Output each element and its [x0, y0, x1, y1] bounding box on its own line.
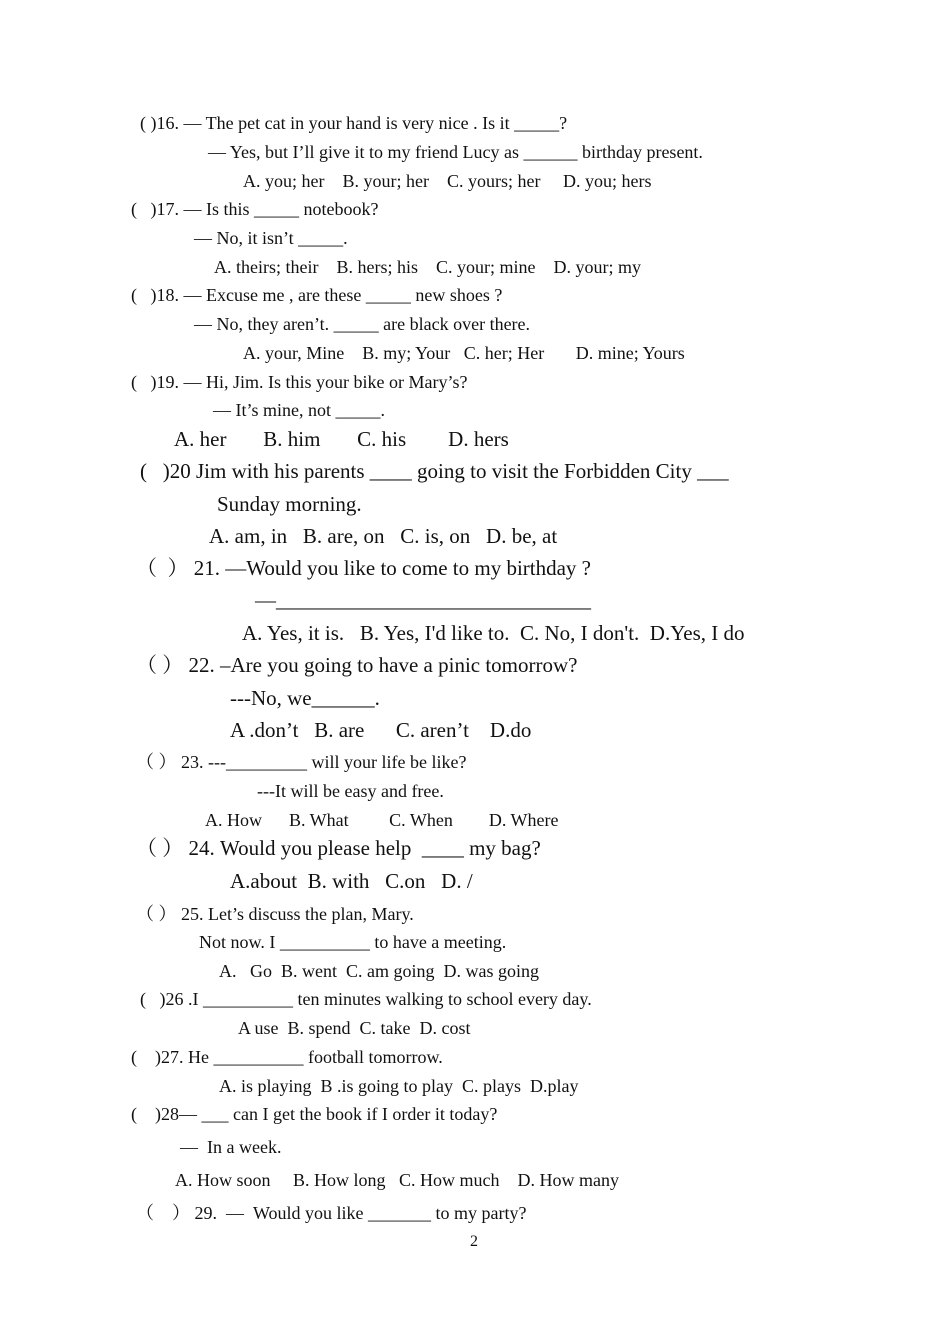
question-22-options: A .don’t B. are C. aren’t D.do [230, 718, 532, 742]
question-25-stem: （ ） 25. Let’s discuss the plan, Mary. [136, 904, 414, 924]
question-23-dialogue: ---It will be easy and free. [257, 781, 444, 801]
question-21-options: A. Yes, it is. B. Yes, I'd like to. C. No, I don't. D.Yes, I do [242, 621, 745, 645]
question-17-options: A. theirs; their B. hers; his C. your; mine D. your; my [214, 257, 641, 277]
question-16-dialogue: — Yes, but I’ll give it to my friend Lucy as ______ birthday present. [208, 142, 703, 162]
question-27-options: A. is playing B .is going to play C. plays D.play [219, 1076, 579, 1096]
question-28-stem: ( )28— ___ can I get the book if I order it today? [131, 1104, 498, 1124]
question-16-options: A. you; her B. your; her C. yours; her D. you; hers [243, 171, 652, 191]
page-number: 2 [470, 1233, 478, 1250]
question-22-stem: （ ） 22. –Are you going to have a pinic tomorrow? [136, 653, 578, 677]
question-18-stem: ( )18. — Excuse me , are these _____ new shoes ? [131, 285, 503, 305]
question-27-stem: ( )27. He __________ football tomorrow. [131, 1047, 443, 1067]
question-25-options: A. Go B. went C. am going D. was going [219, 961, 539, 981]
question-28-options: A. How soon B. How long C. How much D. How many [175, 1170, 619, 1190]
question-29-stem: （ ） 29. — Would you like _______ to my party? [136, 1203, 527, 1223]
question-20-stem: ( )20 Jim with his parents ____ going to visit the Forbidden City ___ [140, 459, 729, 483]
question-26-stem: ( )26 .I __________ ten minutes walking to school every day. [140, 989, 592, 1009]
question-17-stem: ( )17. — Is this _____ notebook? [131, 199, 379, 219]
question-24-options: A.about B. with C.on D. / [230, 869, 473, 893]
question-26-options: A use B. spend C. take D. cost [238, 1018, 471, 1038]
question-23-options: A. How B. What C. When D. Where [205, 810, 559, 830]
question-28-dialogue: — In a week. [180, 1137, 282, 1157]
question-16-stem: ( )16. — The pet cat in your hand is very nice . Is it _____? [140, 113, 568, 133]
question-25-dialogue: Not now. I __________ to have a meeting. [199, 932, 507, 952]
question-19-stem: ( )19. — Hi, Jim. Is this your bike or Mary’s? [131, 372, 468, 392]
question-23-stem: （ ） 23. ---_________ will your life be like? [136, 752, 467, 772]
question-18-dialogue: — No, they aren’t. _____ are black over there. [194, 314, 531, 334]
question-20-options: A. am, in B. are, on C. is, on D. be, at [209, 524, 558, 548]
question-24-stem: （ ） 24. Would you please help ____ my bag? [136, 836, 541, 860]
question-20-stem-continued: Sunday morning. [217, 492, 362, 516]
question-19-options: A. her B. him C. his D. hers [174, 427, 509, 451]
question-19-dialogue: — It’s mine, not _____. [213, 400, 385, 420]
question-18-options: A. your, Mine B. my; Your C. her; Her D. mine; Yours [243, 343, 685, 363]
question-21-stem: （ ） 21. —Would you like to come to my birthday ? [136, 556, 591, 580]
question-21-answer-blank: —______________________________ [255, 588, 591, 612]
question-22-dialogue: ---No, we______. [230, 686, 380, 710]
question-17-dialogue: — No, it isn’t _____. [194, 228, 348, 248]
